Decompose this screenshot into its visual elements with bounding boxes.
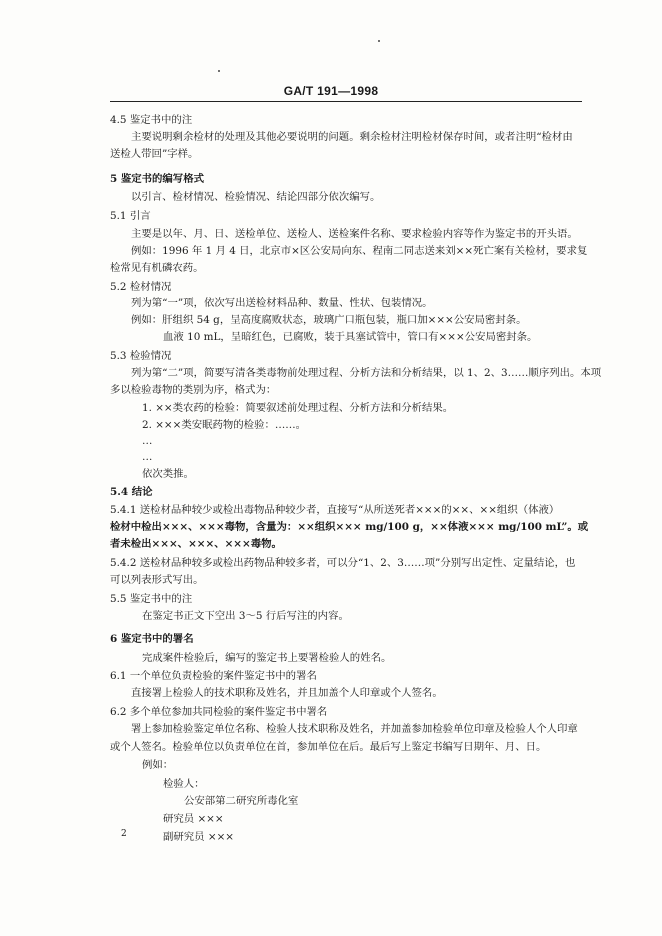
paragraph-line: 例如：1996 年 1 月 4 日，北京市×区公安局向东、程南二同志送来刘××死亡案有关检材，要求复 <box>131 245 588 257</box>
paragraph-line: 列为第“一”项，依次写出送检材料品种、数量、性状、包装情况。 <box>131 297 433 309</box>
paragraph-line: 检常见有机磷农药。 <box>110 262 204 274</box>
section-5-2-heading: 5.2 检材情况 <box>110 281 172 293</box>
section-5-1-heading: 5.1 引言 <box>110 210 151 222</box>
paragraph-line: 者未检出×××、×××、×××毒物。 <box>110 538 282 550</box>
list-item: 1. ××类农药的检验：简要叙述前处理过程、分析方法和分析结果。 <box>142 402 454 414</box>
section-5-4-2: 5.4.2 送检材品种较多或检出药物品种较多者，可以分“1、2、3……项”分别写出定性、定量结论，也 <box>110 557 576 569</box>
section-6-1-heading: 6.1 一个单位负责检验的案件鉴定书中的署名 <box>110 670 317 682</box>
signature-associate-researcher: 副研究员 ××× <box>163 831 234 843</box>
example-label: 例如： <box>142 759 174 771</box>
ellipsis-line: … <box>142 435 153 447</box>
paragraph-line: 直接署上检验人的技术职称及姓名，并且加盖个人印章或个人签名。 <box>131 687 443 699</box>
ellipsis-line: … <box>142 451 153 463</box>
paragraph-line: 多以检验毒物的类别为序，格式为： <box>110 384 277 396</box>
section-4-5-heading: 4.5 鉴定书中的注 <box>110 114 193 126</box>
section-6-heading: 6 鉴定书中的署名 <box>110 633 194 645</box>
paragraph-line: 血液 10 mL，呈暗红色，已腐败，装于具塞试管中，管口有×××公安局密封条。 <box>163 331 538 343</box>
paragraph-line: 署上参加检验鉴定单位名称、检验人技术职称及姓名，并加盖参加检验单位印章及检验人个人印章 <box>131 723 578 735</box>
paragraph-line: 列为第“二”项，简要写清各类毒物前处理过程、分析方法和分析结果，以 1、2、3……顺序列出。本项 <box>131 367 602 379</box>
signature-unit: 公安部第二研究所毒化室 <box>184 795 299 807</box>
paragraph-line: 或个人签名。检验单位以负责单位在首，参加单位在后。最后写上鉴定书编写日期年、月、日。 <box>110 741 547 753</box>
paragraph-line: 依次类推。 <box>142 468 194 480</box>
page-header: GA/T 191—1998 <box>283 84 379 98</box>
header-rule <box>110 101 582 102</box>
paragraph-line: 主要说明剩余检材的处理及其他必要说明的问题。剩余检材注明检材保存时间，或者注明“检材由 <box>131 131 573 143</box>
section-5-3-heading: 5.3 检验情况 <box>110 350 172 362</box>
speck <box>378 40 380 42</box>
signature-researcher: 研究员 ××× <box>163 813 224 825</box>
list-item: 2. ×××类安眠药物的检验：……。 <box>142 419 307 431</box>
section-5-5-heading: 5.5 鉴定书中的注 <box>110 593 193 605</box>
paragraph-line: 检材中检出×××、×××毒物，含量为：××组织××× mg/100 g，××体液××× mg/100 mL”。或 <box>110 521 589 533</box>
faint-watermark <box>0 905 662 915</box>
speck <box>218 70 220 72</box>
section-6-2-heading: 6.2 多个单位参加共同检验的案件鉴定书中署名 <box>110 706 328 718</box>
paragraph-line: 送检人带回”字样。 <box>110 148 199 160</box>
paragraph-line: 以引言、检材情况、检验情况、结论四部分依次编写。 <box>131 191 381 203</box>
page-number: 2 <box>121 829 127 839</box>
paragraph-line: 例如：肝组织 54 g，呈高度腐败状态，玻璃广口瓶包装，瓶口加×××公安局密封条。 <box>131 314 527 326</box>
paragraph-line: 在鉴定书正文下空出 3～5 行后写注的内容。 <box>142 610 349 622</box>
section-5-heading: 5 鉴定书的编写格式 <box>110 173 204 185</box>
section-5-4-heading: 5.4 结论 <box>110 486 153 498</box>
paragraph-line: 主要是以年、月、日、送检单位、送检人、送检案件名称、要求检验内容等作为鉴定书的开头语。 <box>131 228 578 240</box>
section-5-4-1: 5.4.1 送检材品种较少或检出毒物品种较少者，直接写“从所送死者×××的××、××组织（体液） <box>110 504 560 516</box>
signature-examiner-label: 检验人： <box>163 778 205 790</box>
paragraph-line: 完成案件检验后，编写的鉴定书上要署检验人的姓名。 <box>142 652 392 664</box>
paragraph-line: 可以列表形式写出。 <box>110 574 204 586</box>
